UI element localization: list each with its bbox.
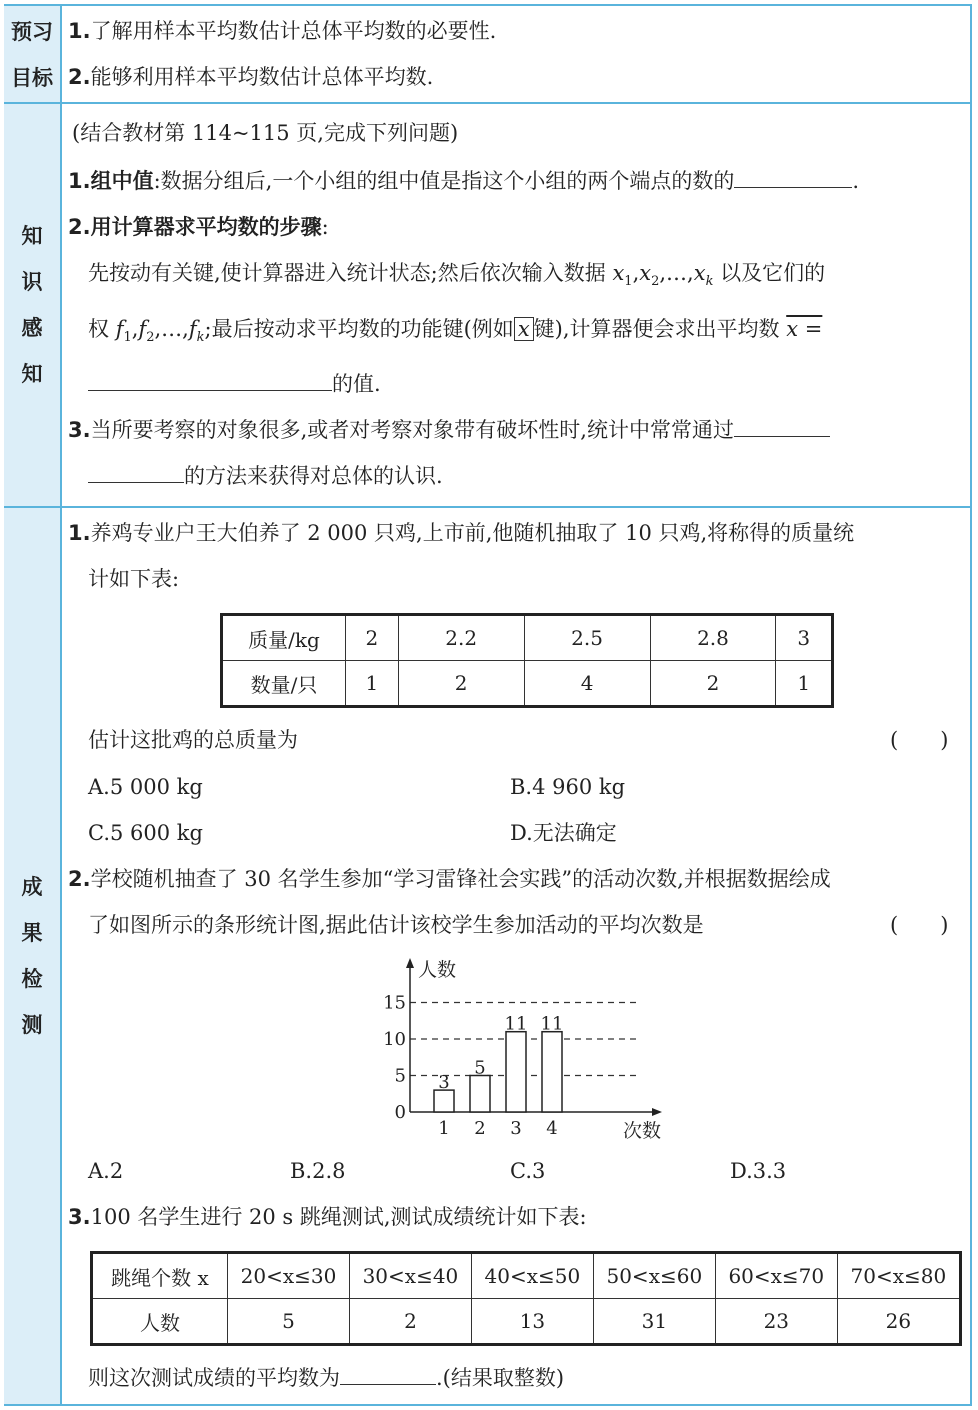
- bar-chart: [370, 952, 680, 1142]
- bar: [470, 1076, 490, 1113]
- test-char: 果: [21, 921, 43, 945]
- answer-blank[interactable]: [88, 368, 332, 391]
- option-b[interactable]: B.2.8: [290, 1159, 346, 1183]
- option-a[interactable]: A.2: [88, 1159, 124, 1183]
- answer-paren[interactable]: ( ): [890, 913, 949, 937]
- x-axis-label: 次数: [623, 1120, 662, 1142]
- test-q2: 2.学校随机抽查了 30 名学生参加“学习雷锋社会实践”的活动次数,并根据数据绘成: [68, 867, 831, 891]
- table-row: 人数 5 2 13 31 23 26: [92, 1299, 961, 1345]
- test-q1-line2: 计如下表:: [88, 567, 180, 591]
- x-tick-label: 1: [438, 1118, 450, 1139]
- option-b[interactable]: B.4 960 kg: [510, 775, 626, 799]
- test-char: 测: [21, 1013, 43, 1037]
- table-row: 质量/kg 2 2.2 2.5 2.8 3: [222, 615, 833, 661]
- option-c[interactable]: C.3: [510, 1159, 546, 1183]
- test-char: 成: [21, 875, 43, 899]
- test-q2-line2: 了如图所示的条形统计图,据此估计该校学生参加活动的平均次数是: [88, 913, 704, 937]
- x-tick-label: 4: [546, 1118, 558, 1139]
- knowledge-q2: 2.用计算器求平均数的步骤:: [68, 215, 329, 239]
- preview-label-2: 目标: [11, 66, 53, 90]
- bar: [434, 1090, 454, 1112]
- x-axis-arrow-icon: [652, 1108, 662, 1116]
- preview-item-2: 2.能够利用样本平均数估计总体平均数.: [68, 65, 434, 89]
- test-q1: 1.养鸡专业户王大伯养了 2 000 只鸡,上市前,他随机抽取了 10 只鸡,将称得的质量统: [68, 521, 855, 545]
- bar-value-label: 11: [540, 1013, 564, 1035]
- test-q3: 3.100 名学生进行 20 s 跳绳测试,测试成绩统计如下表:: [68, 1205, 587, 1229]
- knowledge-label: [4, 104, 62, 506]
- knowledge-q2-line2: 权 $f_1,f_2,\dots,f_k$;最后按动求平均数的功能键(例如 x 键),计算器便会求出平均数 x =: [88, 317, 823, 346]
- preview-item-1: 1.了解用样本平均数估计总体平均数的必要性.: [68, 19, 497, 43]
- knowledge-q2-line1: 先按动有关键,使计算器进入统计状态;然后依次输入数据 $x_1,x_2,\dots,x_k$ 以及它们的: [88, 261, 826, 290]
- bar: [506, 1032, 526, 1112]
- knowledge-q3: 3.当所要考察的对象很多,或者对考察对象带有破坏性时,统计中常常通过: [68, 414, 830, 445]
- weight-table: [220, 613, 834, 708]
- test-char: 检: [21, 967, 43, 991]
- test-q1-ask: 估计这批鸡的总质量为: [88, 728, 298, 752]
- knowledge-intro: (结合教材第 114~115 页,完成下列问题): [72, 121, 459, 145]
- x-tick-label: 3: [510, 1118, 522, 1139]
- divider: [4, 506, 972, 508]
- table-row: 跳绳个数 x 20<x≤30 30<x≤40 40<x≤50 50<x≤60 60<x≤70 70<x≤80: [92, 1253, 961, 1299]
- answer-blank[interactable]: [340, 1362, 436, 1385]
- knowledge-char: 识: [21, 270, 43, 294]
- option-c[interactable]: C.5 600 kg: [88, 821, 203, 845]
- y-tick-label: 15: [383, 992, 406, 1014]
- answer-blank[interactable]: [88, 460, 184, 483]
- knowledge-char: 知: [21, 224, 43, 248]
- y-axis-label: 人数: [418, 959, 457, 981]
- mean-key-icon: x: [514, 317, 534, 341]
- bar-value-label: 3: [438, 1072, 450, 1094]
- bar: [542, 1032, 562, 1112]
- knowledge-char: 知: [21, 362, 43, 386]
- y-tick-label: 10: [383, 1029, 406, 1050]
- x-tick-label: 2: [474, 1118, 486, 1139]
- mean-symbol: x =: [786, 317, 823, 341]
- option-d[interactable]: D.3.3: [730, 1159, 787, 1183]
- answer-paren[interactable]: ( ): [890, 728, 949, 752]
- divider: [4, 102, 972, 104]
- option-a[interactable]: A.5 000 kg: [88, 775, 203, 799]
- knowledge-char: 感: [21, 316, 43, 340]
- preview-label: [4, 6, 62, 102]
- option-d[interactable]: D.无法确定: [510, 821, 617, 845]
- y-tick-label: 5: [394, 1065, 406, 1087]
- knowledge-q2-line3: 的值.: [88, 368, 381, 399]
- y-tick-label: 0: [394, 1102, 406, 1123]
- knowledge-q1: 1.组中值:数据分组后,一个小组的组中值是指这个小组的两个端点的数的 .: [68, 165, 859, 196]
- test-q3-ask: 则这次测试成绩的平均数为 .(结果取整数): [88, 1362, 564, 1393]
- bar-value-label: 11: [504, 1013, 528, 1035]
- bar-value-label: 5: [474, 1057, 486, 1079]
- test-label: [4, 508, 62, 1404]
- answer-blank[interactable]: [734, 414, 830, 437]
- y-axis-arrow-icon: [406, 958, 414, 968]
- preview-label-1: 预习: [11, 20, 53, 44]
- rope-table: [90, 1251, 962, 1346]
- knowledge-q3-line2: 的方法来获得对总体的认识.: [88, 460, 443, 491]
- answer-blank[interactable]: [734, 165, 852, 188]
- table-row: 数量/只 1 2 4 2 1: [222, 661, 833, 707]
